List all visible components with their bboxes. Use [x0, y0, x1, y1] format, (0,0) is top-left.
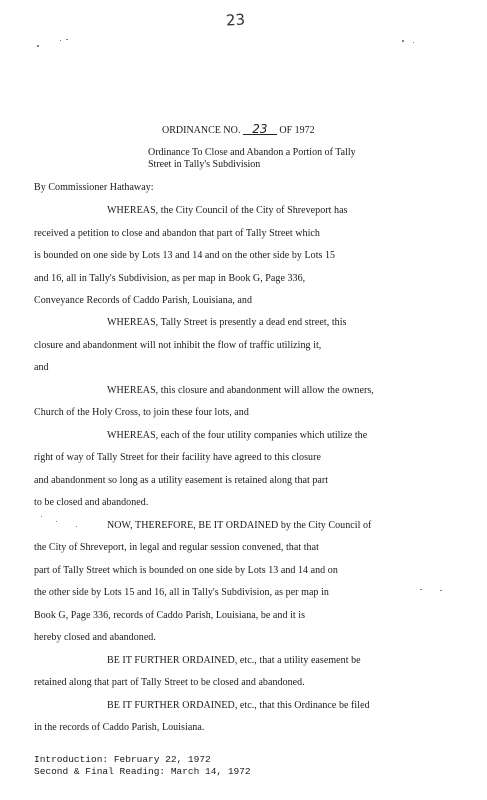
- scan-speck: [402, 40, 404, 42]
- byline: By Commissioner Hathaway:: [34, 182, 154, 193]
- scan-speck: [420, 589, 422, 590]
- handwritten-page-number: 23: [225, 10, 246, 30]
- scan-speck: [440, 590, 442, 591]
- body-line: is bounded on one side by Lots 13 and 14 and on the other side by Lots 15: [34, 250, 336, 261]
- ordinance-heading: [162, 124, 315, 136]
- scan-speck: [56, 521, 57, 522]
- body-line: BE IT FURTHER ORDAINED, etc., that this Ordinance be filed: [107, 700, 370, 711]
- body-line: and abandonment so long as a utility easement is retained along that part: [34, 475, 329, 486]
- body-line: the City of Shreveport, in legal and regular session convened, that that: [34, 542, 319, 553]
- body-line: WHEREAS, this closure and abandonment will allow the owners,: [107, 385, 374, 396]
- body-line: WHEREAS, the City Council of the City of Shreveport has: [107, 205, 348, 216]
- final-reading-date: Second & Final Reading: March 14, 1972: [34, 766, 251, 777]
- body-line: the other side by Lots 15 and 16, all in Tally's Subdivision, as per map in: [34, 587, 329, 598]
- ordinance-subtitle-line: Street in Tally's Subdivision: [148, 159, 261, 170]
- introduction-date: Introduction: February 22, 1972: [34, 754, 211, 765]
- body-line: and: [34, 362, 49, 373]
- ordinance-year: OF 1972: [279, 125, 315, 136]
- scan-speck: [41, 516, 42, 517]
- ordinance-number: 23: [243, 124, 277, 135]
- body-line: Church of the Holy Cross, to join these four lots, and: [34, 407, 249, 418]
- body-line: to be closed and abandoned.: [34, 497, 149, 508]
- body-line: closure and abandonment will not inhibit the flow of traffic utilizing it,: [34, 340, 322, 351]
- ordinance-subtitle-line: Ordinance To Close and Abandon a Portion of Tally: [148, 147, 356, 158]
- body-line: and 16, all in Tally's Subdivision, as per map in Book G, Page 336,: [34, 273, 306, 284]
- body-line: NOW, THEREFORE, BE IT ORDAINED by the City Council of: [107, 520, 372, 531]
- body-line: retained along that part of Tally Street to be closed and abandoned.: [34, 677, 305, 688]
- scan-speck: [76, 526, 77, 527]
- body-line: BE IT FURTHER ORDAINED, etc., that a utility easement be: [107, 655, 361, 666]
- body-line: in the records of Caddo Parish, Louisiana.: [34, 722, 205, 733]
- body-line: part of Tally Street which is bounded on one side by Lots 13 and 14 and on: [34, 565, 338, 576]
- ordinance-prefix: ORDINANCE NO.: [162, 125, 241, 136]
- scan-speck: [60, 40, 61, 41]
- body-line: WHEREAS, Tally Street is presently a dead end street, this: [107, 317, 347, 328]
- body-line: WHEREAS, each of the four utility companies which utilize the: [107, 430, 368, 441]
- body-line: hereby closed and abandoned.: [34, 632, 156, 643]
- body-line: Conveyance Records of Caddo Parish, Louisiana, and: [34, 295, 253, 306]
- body-line: received a petition to close and abandon that part of Tally Street which: [34, 228, 320, 239]
- scan-speck: [413, 42, 414, 43]
- scan-speck: [66, 39, 68, 40]
- scan-speck: [37, 45, 39, 47]
- body-line: Book G, Page 336, records of Caddo Parish, Louisiana, be and it is: [34, 610, 306, 621]
- body-line: right of way of Tally Street for their facility have agreed to this closure: [34, 452, 321, 463]
